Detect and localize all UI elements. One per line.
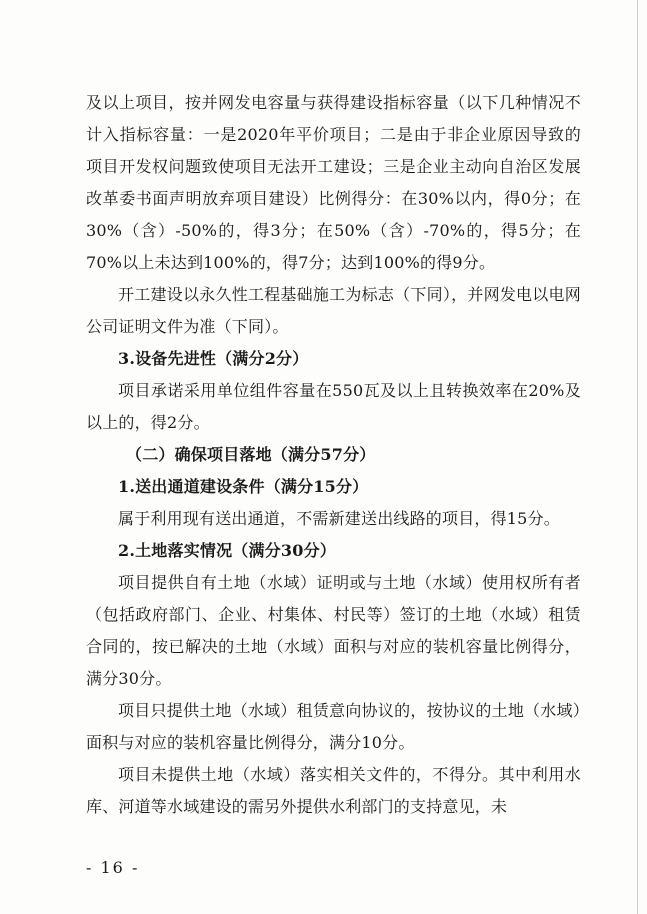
heading-equipment-advancement: 3.设备先进性（满分2分） (118, 349, 309, 368)
document-body (86, 87, 581, 823)
scan-edge-line (637, 0, 638, 914)
heading-transmission-channel: 1.送出通道建设条件（满分15分） (118, 477, 369, 496)
heading-ensure-project-landing: （二）确保项目落地（满分57分） (126, 445, 376, 464)
paragraph-index-score: 及以上项目，按并网发电容量与获得建设指标容量（以下几种情况不计入指标容量：一是2020年平价项目；二是由于非企业原因导致的项目开发权问题致使项目无法开工建设；三是企业主动向自治区发展改革委书面声明放弃项目建设）比例得分：在30%以内，得0分；在30%（含）-50%的，得3分；在50%（含）-70%的，得5分；在70%以上未达到100%的，得7分；达到100%的得9分。 (86, 93, 581, 272)
paragraph-equipment-score: 项目承诺采用单位组件容量在550瓦及以上且转换效率在20%及以上的，得2分。 (86, 381, 581, 432)
page-number: - 16 - (86, 858, 140, 877)
paragraph-transmission-score: 属于利用现有送出通道，不需新建送出线路的项目，得15分。 (118, 509, 560, 528)
paragraph-construction-definition: 开工建设以永久性工程基础施工为标志（下同），并网发电以电网公司证明文件为准（下同）。 (86, 285, 581, 336)
paragraph-no-land-documents: 项目未提供土地（水域）落实相关文件的，不得分。其中利用水库、河道等水域建设的需另外提供水利部门的支持意见，未 (86, 765, 581, 816)
heading-land-implementation: 2.土地落实情况（满分30分） (118, 541, 336, 560)
paragraph-land-lease-contract: 项目提供自有土地（水域）证明或与土地（水域）使用权所有者（包括政府部门、企业、村集体、村民等）签订的土地（水域）租赁合同的，按已解决的土地（水域）面积与对应的装机容量比例得分，满分30分。 (86, 573, 581, 688)
paragraph-land-lease-intent: 项目只提供土地（水域）租赁意向协议的，按协议的土地（水域）面积与对应的装机容量比例得分，满分10分。 (86, 701, 581, 752)
